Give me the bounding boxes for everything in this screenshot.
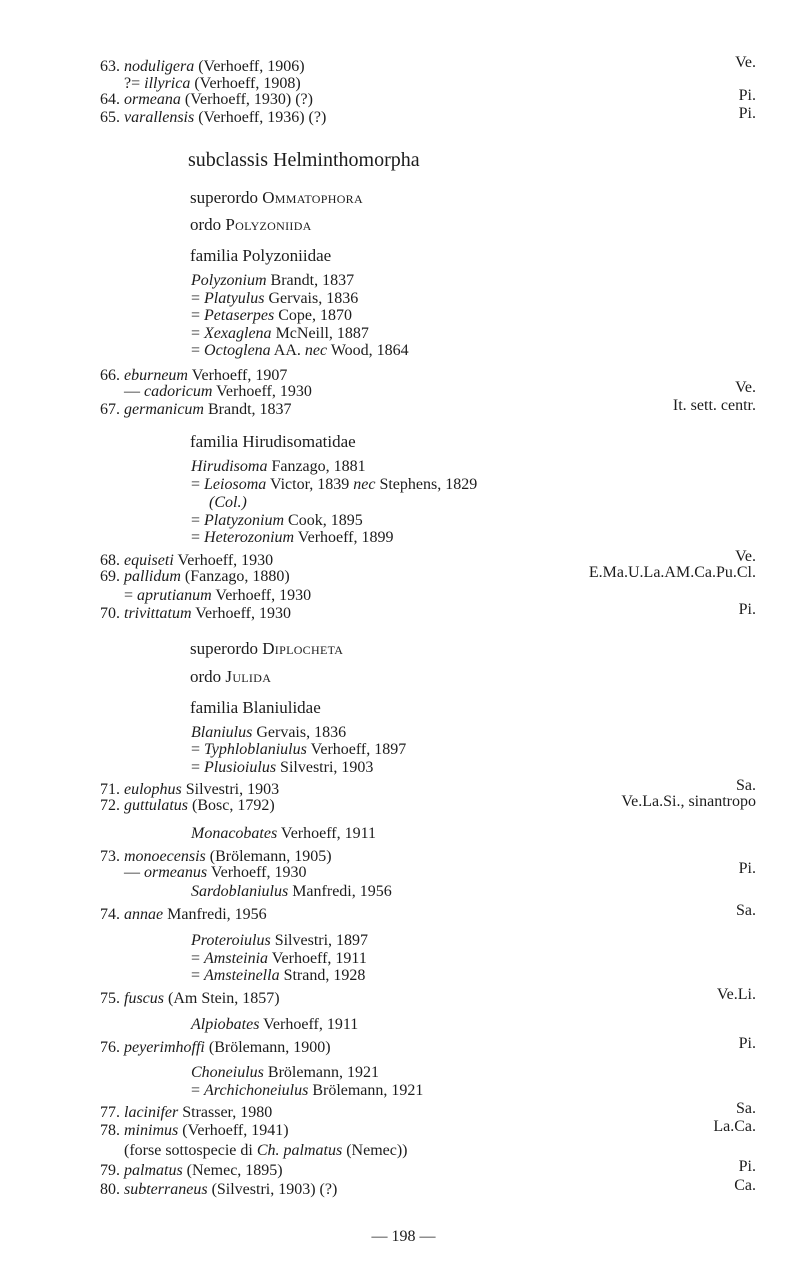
synonym-line: = aprutianum Verhoeff, 1930: [124, 587, 312, 604]
species-entry: eburneum Verhoeff, 1907: [124, 367, 288, 384]
species-entry: subterraneus (Silvestri, 1903) (?): [124, 1181, 338, 1198]
distribution-region: Ve.: [735, 379, 756, 396]
genus-line: Blaniulus Gervais, 1836: [191, 724, 347, 741]
species-entry: trivittatum Verhoeff, 1930: [124, 605, 291, 622]
synonym-line: — ormeanus Verhoeff, 1930: [124, 864, 307, 881]
species-entry: eulophus Silvestri, 1903: [124, 781, 280, 798]
entry-number: 78.: [100, 1122, 120, 1139]
genus-line: = Xexaglena McNeill, 1887: [191, 325, 369, 342]
genus-line: (Col.): [209, 494, 247, 511]
distribution-region: Ve.Li.: [716, 986, 756, 1003]
distribution-region: Pi.: [738, 105, 756, 122]
entry-number: 71.: [100, 781, 120, 798]
genus-line: = Archichoneiulus Brölemann, 1921: [191, 1082, 424, 1099]
entry-number: 72.: [100, 797, 120, 814]
distribution-region: Sa.: [736, 1100, 756, 1117]
distribution-region: It. sett. centr.: [672, 397, 756, 414]
distribution-region: Pi.: [738, 87, 756, 104]
genus-line: = Octoglena AA. nec Wood, 1864: [191, 342, 409, 359]
genus-line: = Plusioiulus Silvestri, 1903: [191, 759, 374, 776]
taxon-heading: ordo Julida: [190, 667, 272, 686]
entry-number: 80.: [100, 1181, 120, 1198]
genus-line: = Leiosoma Victor, 1839 nec Stephens, 1829: [191, 476, 478, 493]
distribution-region: Pi.: [738, 860, 756, 877]
entry-number: 73.: [100, 848, 120, 865]
taxon-heading: superordo Ommatophora: [190, 188, 363, 207]
genus-line: = Amsteinella Strand, 1928: [191, 967, 366, 984]
distribution-region: Ve.La.Si., sinantropo: [621, 793, 756, 810]
species-entry: varallensis (Verhoeff, 1936) (?): [124, 109, 327, 126]
entry-number: 76.: [100, 1039, 120, 1056]
entry-number: 64.: [100, 91, 120, 108]
species-entry: minimus (Verhoeff, 1941): [124, 1122, 289, 1139]
genus-line: = Heterozonium Verhoeff, 1899: [191, 529, 394, 546]
entry-number: 79.: [100, 1162, 120, 1179]
distribution-region: Ve.: [735, 548, 756, 565]
species-entry: peyerimhoffi (Brölemann, 1900): [124, 1039, 331, 1056]
taxon-heading: familia Blaniulidae: [190, 698, 321, 717]
species-entry: palmatus (Nemec, 1895): [124, 1162, 283, 1179]
taxon-heading: familia Hirudisomatidae: [190, 432, 356, 451]
species-entry: ormeana (Verhoeff, 1930) (?): [124, 91, 313, 108]
entry-number: 74.: [100, 906, 120, 923]
taxon-heading: familia Polyzoniidae: [190, 246, 332, 265]
distribution-region: Pi.: [738, 1158, 756, 1175]
genus-line: Alpiobates Verhoeff, 1911: [191, 1016, 359, 1033]
distribution-region: Ve.: [735, 54, 756, 71]
species-entry: equiseti Verhoeff, 1930: [124, 552, 274, 569]
genus-line: = Petaserpes Cope, 1870: [191, 307, 353, 324]
page-number: — 198 —: [371, 1228, 436, 1245]
species-entry: guttulatus (Bosc, 1792): [124, 797, 275, 814]
species-entry: noduligera (Verhoeff, 1906): [124, 58, 305, 75]
entry-number: 68.: [100, 552, 120, 569]
genus-line: Monacobates Verhoeff, 1911: [191, 825, 376, 842]
entry-number: 75.: [100, 990, 120, 1007]
entry-number: 65.: [100, 109, 120, 126]
species-entry: pallidum (Fanzago, 1880): [124, 568, 290, 585]
synonym-line: ?= illyrica (Verhoeff, 1908): [124, 75, 301, 92]
entry-number: 66.: [100, 367, 120, 384]
genus-line: Polyzonium Brandt, 1837: [191, 272, 355, 289]
distribution-region: La.Ca.: [713, 1118, 756, 1135]
species-entry: fuscus (Am Stein, 1857): [124, 990, 280, 1007]
distribution-region: Pi.: [738, 1035, 756, 1052]
entry-number: 77.: [100, 1104, 120, 1121]
entry-number: 70.: [100, 605, 120, 622]
genus-line: = Platyzonium Cook, 1895: [191, 512, 363, 529]
taxon-heading: superordo Diplocheta: [190, 639, 344, 658]
taxon-heading: subclassis Helminthomorpha: [188, 149, 420, 171]
entry-number: 69.: [100, 568, 120, 585]
distribution-region: Pi.: [738, 601, 756, 618]
genus-line: Sardoblaniulus Manfredi, 1956: [191, 883, 392, 900]
distribution-region: E.Ma.U.La.AM.Ca.Pu.Cl.: [588, 564, 756, 581]
genus-line: Choneiulus Brölemann, 1921: [191, 1064, 379, 1081]
genus-line: = Typhloblaniulus Verhoeff, 1897: [191, 741, 407, 758]
distribution-region: Sa.: [736, 777, 756, 794]
entry-number: 67.: [100, 401, 120, 418]
genus-line: Hirudisoma Fanzago, 1881: [191, 458, 366, 475]
species-entry: annae Manfredi, 1956: [124, 906, 267, 923]
taxon-heading: ordo Polyzoniida: [190, 215, 312, 234]
species-entry: germanicum Brandt, 1837: [124, 401, 292, 418]
genus-line: = Platyulus Gervais, 1836: [191, 290, 359, 307]
genus-line: = Amsteinia Verhoeff, 1911: [191, 950, 367, 967]
species-entry: monoecensis (Brölemann, 1905): [124, 848, 332, 865]
entry-number: 63.: [100, 58, 120, 75]
synonym-line: — cadoricum Verhoeff, 1930: [124, 383, 312, 400]
species-entry: lacinifer Strasser, 1980: [124, 1104, 273, 1121]
genus-line: Proteroiulus Silvestri, 1897: [191, 932, 369, 949]
synonym-line: (forse sottospecie di Ch. palmatus (Nemec)): [124, 1142, 408, 1159]
distribution-region: Sa.: [736, 902, 756, 919]
distribution-region: Ca.: [734, 1177, 756, 1194]
